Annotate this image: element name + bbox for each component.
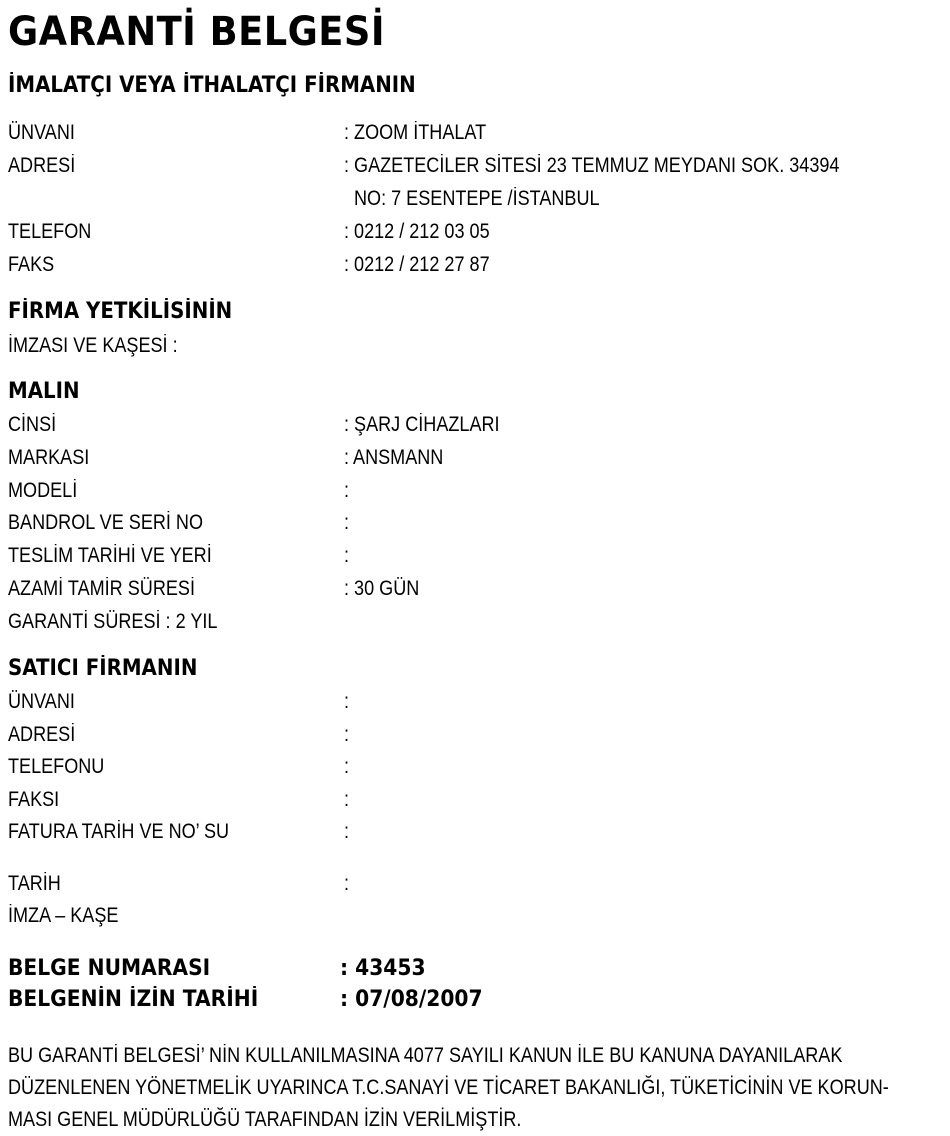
field-value: : ANSMANN [344,446,444,469]
field-value: : 30 GÜN [344,577,420,600]
field-value: : [344,723,350,746]
document-number-value: : 43453 [340,956,426,981]
field-label: ÜNVANI [8,121,75,144]
field-value: : [344,755,350,778]
field-label: FAKS [8,253,55,276]
field-value: : [344,511,350,534]
legal-notice-line: DÜZENLENEN YÖNETMELİK UYARINCA T.C.SANAYİ VE TİCARET BAKANLIĞI, TÜKETİCİNİN VE KORUN- [8,1076,889,1099]
legal-notice-line: MASI GENEL MÜDÜRLÜĞÜ TARAFINDAN İZİN VERİLMİŞTİR. [8,1108,522,1131]
document-title: GARANTİ BELGESİ [8,9,385,55]
field-value: : [344,820,350,843]
manufacturer-heading: İMALATÇI VEYA İTHALATÇI FİRMANIN [8,73,416,98]
field-value: : [344,544,350,567]
field-label: AZAMİ TAMİR SÜRESİ [8,577,195,600]
field-label: İMZA – KAŞE [8,904,119,927]
seller-heading: SATICI FİRMANIN [8,656,198,681]
field-label: MODELİ [8,479,78,502]
field-value: : [344,690,350,713]
field-label: ADRESİ [8,154,76,177]
document-number-label: BELGE NUMARASI [8,956,211,981]
field-value: : 0212 / 212 27 87 [344,253,490,276]
field-label: CİNSİ [8,413,57,436]
field-label: GARANTİ SÜRESİ : 2 YIL [8,610,218,633]
field-label: TARİH [8,872,61,895]
field-value: : ŞARJ CİHAZLARI [344,413,500,436]
product-heading: MALIN [8,379,80,404]
field-label: FATURA TARİH VE NO’ SU [8,820,230,843]
legal-notice-line: BU GARANTİ BELGESİ’ NİN KULLANILMASINA 4077 SAYILI KANUN İLE BU KANUNA DAYANILARAK [8,1044,843,1067]
field-value: : ZOOM İTHALAT [344,121,487,144]
field-label: TELEFONU [8,755,105,778]
field-label: ÜNVANI [8,690,75,713]
permit-date-value: : 07/08/2007 [340,987,483,1012]
field-label: TELEFON [8,220,92,243]
field-value: NO: 7 ESENTEPE /İSTANBUL [354,187,600,210]
field-label: İMZASI VE KAŞESİ : [8,334,178,357]
field-value: : 0212 / 212 03 05 [344,220,490,243]
field-value: : [344,479,350,502]
field-label: ADRESİ [8,723,76,746]
field-value: : GAZETECİLER SİTESİ 23 TEMMUZ MEYDANI SOK. 34394 [344,154,840,177]
authority-heading: FİRMA YETKİLİSİNİN [8,299,233,324]
permit-date-label: BELGENİN İZİN TARİHİ [8,987,259,1012]
field-label: TESLİM TARİHİ VE YERİ [8,544,212,567]
field-value: : [344,872,350,895]
field-label: FAKSI [8,788,60,811]
field-value: : [344,788,350,811]
legal-notice [8,1040,937,1136]
field-label: BANDROL VE SERİ NO [8,511,204,534]
field-label: MARKASI [8,446,90,469]
